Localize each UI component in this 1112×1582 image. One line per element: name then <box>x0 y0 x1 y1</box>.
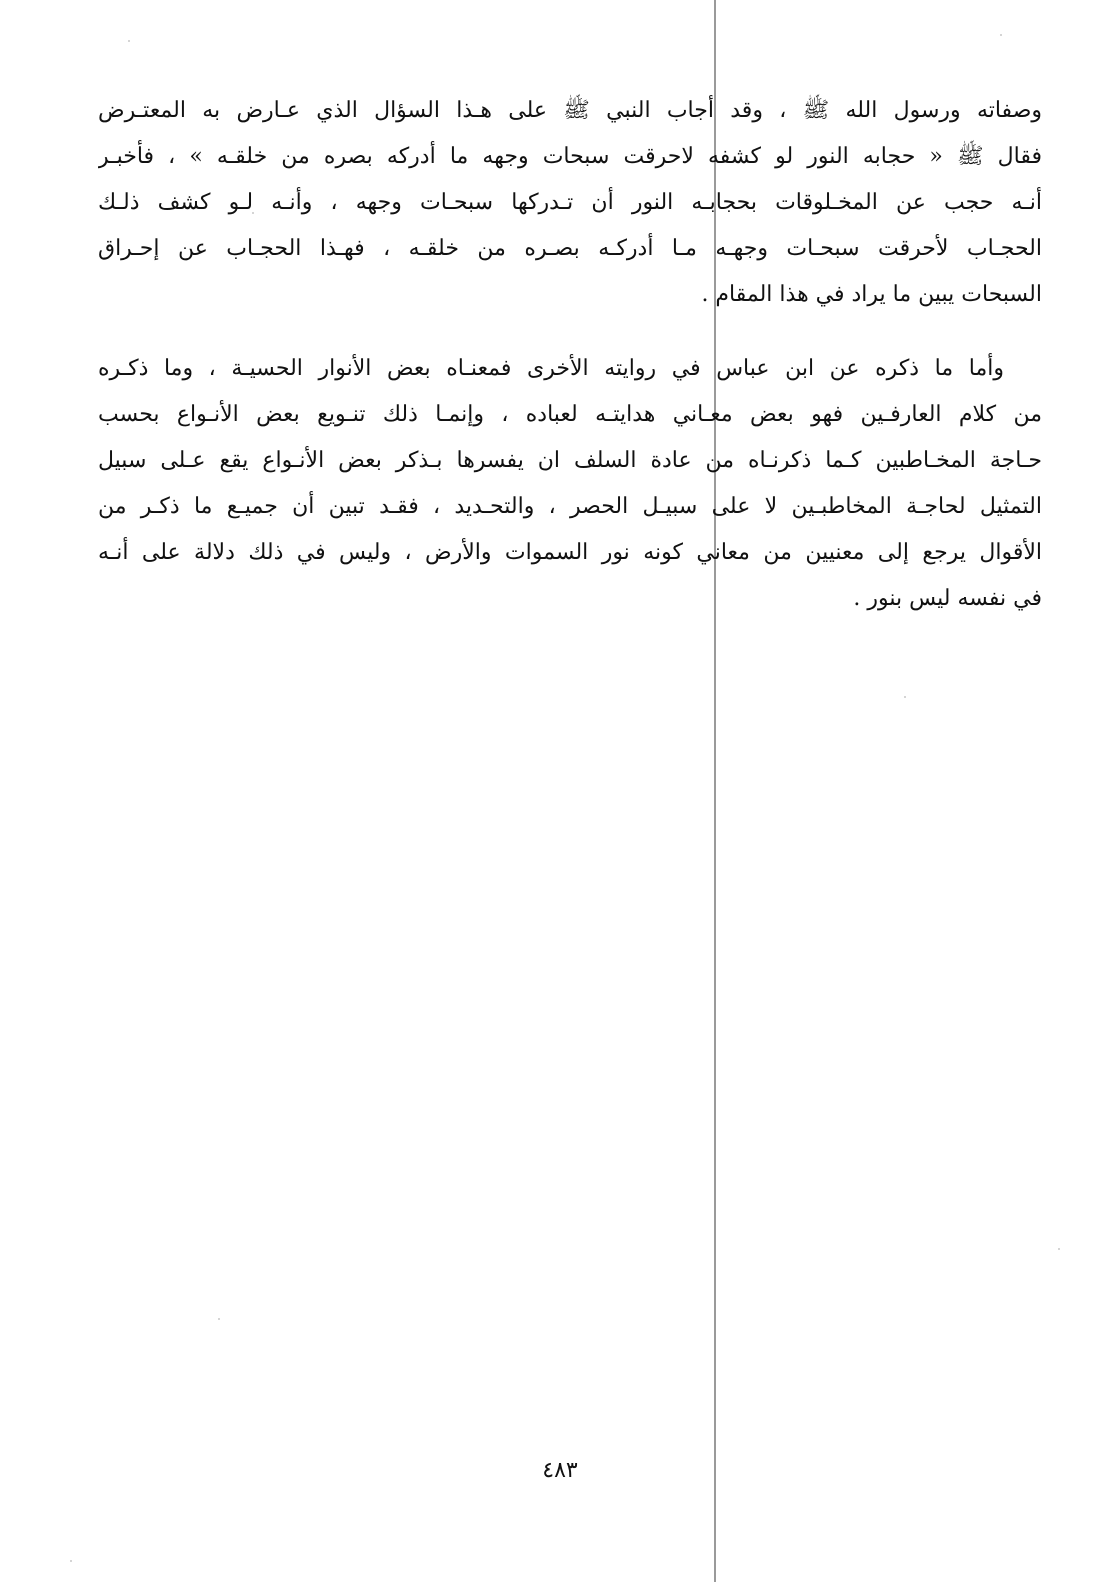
text-line: حـاجة المخـاطبين كـما ذكرنـاه من عادة السلف ان يفسرها بـذكر بعض الأنـواع يقع عـلى سبيل <box>98 448 1042 473</box>
scan-speck <box>128 40 130 42</box>
text-line: من كلام العارفـين فهو بعض معـاني هدايتـه لعباده ، وإنمـا ذلك تنـويع بعض الأنـواع بحسب <box>98 402 1042 427</box>
scan-speck <box>1000 34 1002 36</box>
text-line: وصفاته ورسول الله ﷺ ، وقد أجاب النبي ﷺ على هـذا السؤال الذي عـارض به المعتـرض <box>98 98 1042 123</box>
text-line: أنـه حجب عن المخـلوقات بحجابـه النور أن تـدركها سبحـات وجهه ، وأنـه لـو كشف ذلـك <box>98 190 1042 215</box>
scan-speck <box>904 696 906 698</box>
text-line: في نفسه ليس بنور . <box>853 586 1042 611</box>
text-line: السبحات يبين ما يراد في هذا المقام . <box>701 282 1042 307</box>
text-line: وأما ما ذكره عن ابن عباس في روايته الأخرى فمعنـاه بعض الأنوار الحسيـة ، وما ذكـره <box>98 356 1004 381</box>
scan-speck <box>70 1560 72 1562</box>
text-line: الأقوال يرجع إلى معنيين من معاني كونه نور السموات والأرض ، وليس في ذلك دلالة على أنـه <box>98 540 1042 565</box>
paragraph-2 <box>98 346 1042 622</box>
text-line: التمثيل لحاجـة المخاطبـين لا على سبيـل الحصر ، والتحـديد ، فقـد تبين أن جميـع ما ذكـر من <box>98 494 1042 519</box>
scan-speck <box>218 1318 220 1320</box>
paragraph-1 <box>98 88 1042 318</box>
page-number: ٤٨٣ <box>542 1458 578 1483</box>
scan-speck <box>1058 1248 1060 1250</box>
text-line: الحجـاب لأحرقت سبحـات وجهـه مـا أدركـه بصـره من خلقـه ، فهـذا الحجـاب عن إحـراق <box>98 236 1042 261</box>
text-line: فقال ﷺ « حجابه النور لو كشفه لاحرقت سبحات وجهه ما أدركه بصره من خلقـه » ، فأخبـر <box>98 144 1042 169</box>
